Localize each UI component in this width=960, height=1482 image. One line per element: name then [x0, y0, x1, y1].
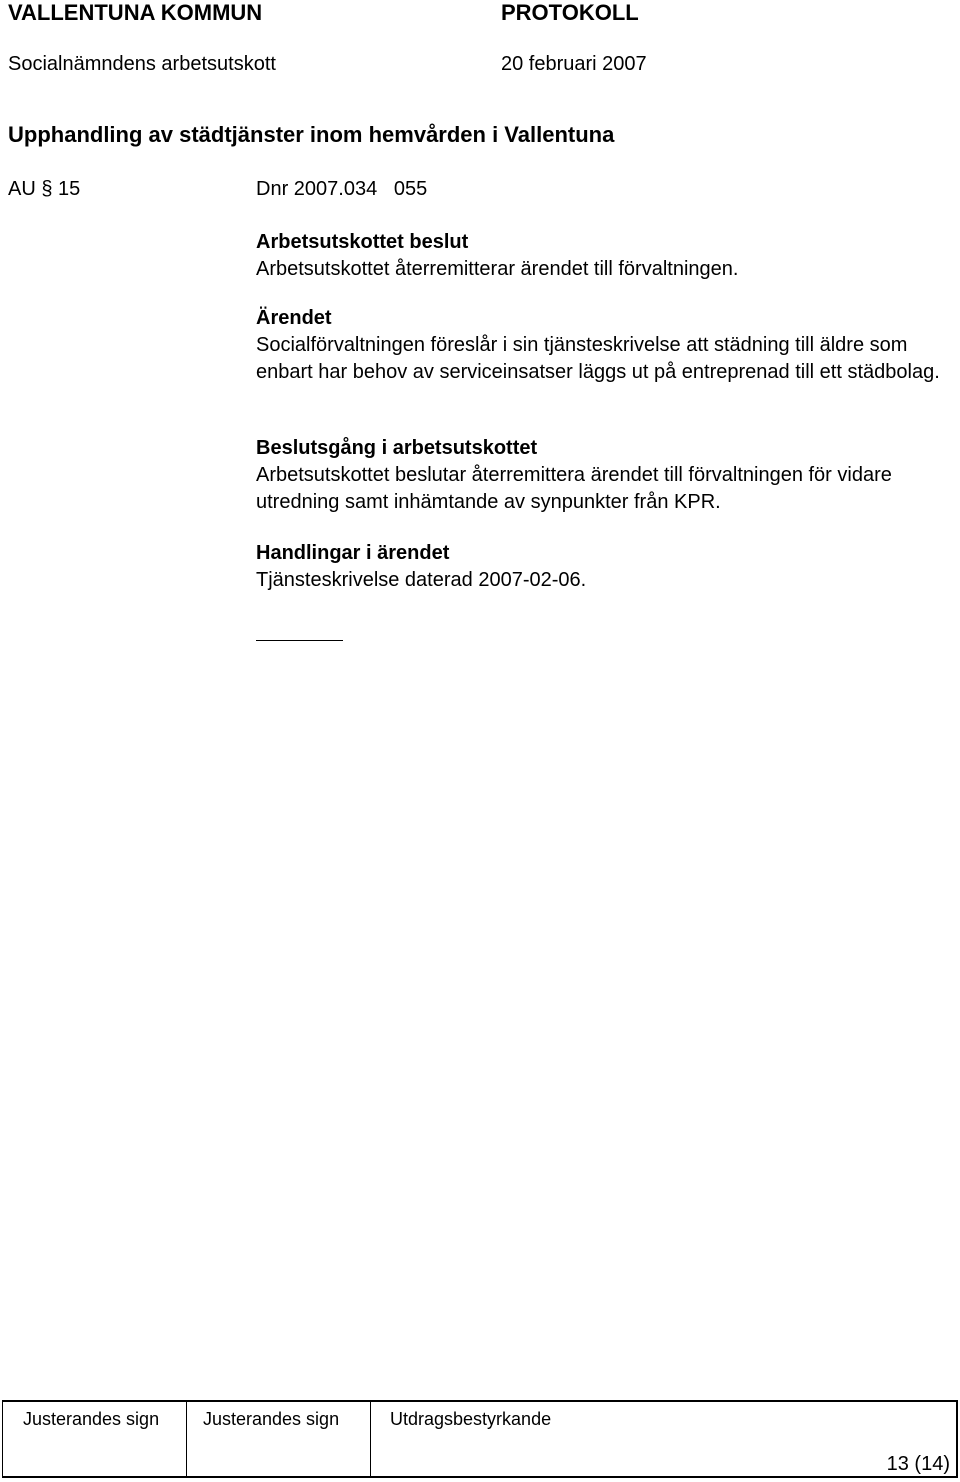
diary-number: Dnr 2007.034 055: [256, 178, 428, 200]
certification-cell: [370, 1402, 958, 1478]
section-documents: [256, 540, 956, 594]
committee-name: Socialnämndens arbetsutskott: [8, 53, 276, 75]
page-number: 13 (14): [886, 1453, 950, 1475]
document-title: Upphandling av städtjänster inom hemvården i Vallentuna: [8, 122, 615, 147]
section-text: Socialförvaltningen föreslår i sin tjänsteskrivelse att städning till äldre som enbart har behov av serviceinsatser läggs ut på entreprenad till ett städbolag.: [256, 334, 940, 383]
certification-label: Utdragsbestyrkande: [390, 1409, 552, 1429]
section-procedure: [256, 435, 956, 516]
section-heading: Arbetsutskottet beslut: [256, 231, 469, 253]
organization-name: VALLENTUNA KOMMUN: [8, 0, 263, 25]
meeting-date: 20 februari 2007: [501, 53, 647, 75]
section-heading: Handlingar i ärendet: [256, 542, 450, 564]
document-type: PROTOKOLL: [501, 0, 639, 25]
end-of-section-rule: [256, 640, 343, 641]
signature-cell-1: [2, 1402, 186, 1478]
section-text: Tjänsteskrivelse daterad 2007-02-06.: [256, 569, 587, 591]
section-matter: [256, 305, 956, 386]
paragraph-number: AU § 15: [8, 178, 81, 200]
section-text: Arbetsutskottet beslutar återremittera ärendet till förvaltningen för vidare utredning samt inhämtande av synpunkter från KPR.: [256, 464, 892, 513]
signature-label: Justerandes sign: [203, 1409, 340, 1429]
signature-cell-2: [186, 1402, 370, 1478]
section-decision: [256, 229, 956, 283]
section-text: Arbetsutskottet återremitterar ärendet till förvaltningen.: [256, 258, 739, 280]
signature-footer: [2, 1400, 958, 1478]
section-heading: Beslutsgång i arbetsutskottet: [256, 437, 538, 459]
section-heading: Ärendet: [256, 307, 332, 329]
signature-label: Justerandes sign: [23, 1409, 160, 1429]
